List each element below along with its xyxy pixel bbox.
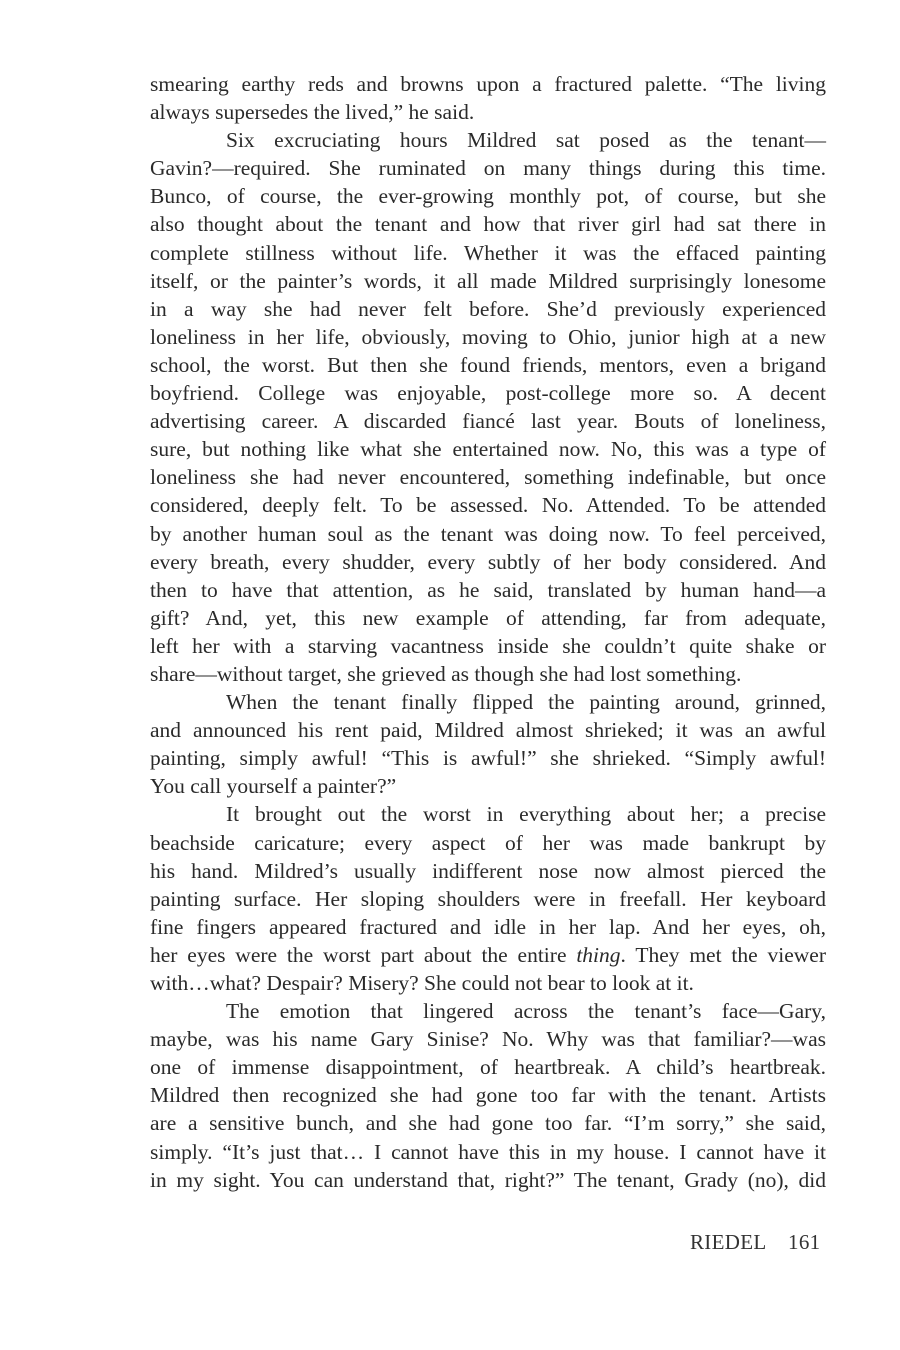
text-line: with…what? Despair? Misery? She could not bear to look at it. (150, 971, 694, 995)
text-line: share—without target, she grieved as though she had lost something. (150, 661, 742, 686)
text-line: It brought out the worst in everything about her; a precise (226, 802, 826, 827)
text-line: in a way she had never felt before. She’d previously experienced (150, 296, 826, 321)
text-line: The emotion that lingered across the tenant’s face—Gary, (226, 999, 826, 1024)
text-line: Mildred then recognized she had gone too far with the tenant. Artists (150, 1083, 826, 1108)
running-footer (690, 1230, 820, 1255)
text-line: Bunco, of course, the ever-growing monthly pot, of course, but she (150, 184, 826, 209)
text-line: loneliness in her life, obviously, moving to Ohio, junior high at a new (150, 324, 826, 349)
text-line: smearing earthy reds and browns upon a fractured palette. “The living (150, 72, 826, 96)
text-line: fine fingers appeared fractured and idle in her lap. And her eyes, oh, (150, 914, 826, 939)
text-line: loneliness she had never encountered, something indefinable, but once (150, 465, 826, 490)
text-line: sure, but nothing like what she entertained now. No, this was a type of (150, 437, 826, 462)
footer-author: RIEDEL (690, 1230, 767, 1254)
text-line: one of immense disappointment, of heartbreak. A child’s heartbreak. (150, 1055, 826, 1080)
text-line: gift? And, yet, this new example of attending, far from adequate, (150, 605, 826, 630)
text-line: are a sensitive bunch, and she had gone too far. “I’m sorry,” she said, (150, 1111, 826, 1136)
text-line: by another human soul as the tenant was doing now. To feel perceived, (150, 521, 826, 546)
text-line: You call yourself a painter?” (150, 774, 397, 799)
text-segment: . They met the viewer (620, 942, 826, 967)
text-line: then to have that attention, as he said, translated by human hand—a (150, 577, 826, 602)
text-line: maybe, was his name Gary Sinise? No. Why was that familiar?—was (150, 1027, 826, 1052)
text-line: every breath, every shudder, every subtly of her body considered. And (150, 549, 826, 574)
text-line: in my sight. You can understand that, right?” The tenant, Grady (no), did (150, 1167, 826, 1192)
text-line: always supersedes the lived,” he said. (150, 100, 475, 125)
text-line: also thought about the tenant and how that river girl had sat there in (150, 212, 826, 237)
text-line: When the tenant finally flipped the painting around, grinned, (226, 690, 826, 715)
text-line: advertising career. A discarded fiancé last year. Bouts of loneliness, (150, 409, 826, 434)
text-line: painting, simply awful! “This is awful!” she shrieked. “Simply awful! (150, 746, 826, 771)
page-number: 161 (788, 1230, 821, 1254)
text-line: and announced his rent paid, Mildred almost shrieked; it was an awful (150, 718, 826, 743)
text-line: simply. “It’s just that… I cannot have this in my house. I cannot have it (150, 1139, 826, 1164)
text-line: school, the worst. But then she found friends, mentors, even a brigand (150, 352, 826, 377)
text-line: beachside caricature; every aspect of her was made bankrupt by (150, 830, 826, 855)
text-line: complete stillness without life. Whether it was the effaced painting (150, 240, 826, 265)
text-line: itself, or the painter’s words, it all made Mildred surprisingly lonesome (150, 268, 826, 293)
italic-word: thing (576, 942, 621, 967)
text-line: his hand. Mildred’s usually indifferent nose now almost pierced the (150, 858, 826, 883)
text-line: considered, deeply felt. To be assessed. No. Attended. To be attended (150, 493, 826, 518)
text-line: left her with a starving vacantness inside she couldn’t quite shake or (150, 633, 826, 658)
text-line: Gavin?—required. She ruminated on many things during this time. (150, 156, 826, 181)
text-line: boyfriend. College was enjoyable, post-college more so. A decent (150, 381, 826, 406)
text-line: painting surface. Her sloping shoulders were in freefall. Her keyboard (150, 886, 826, 911)
text-line: Six excruciating hours Mildred sat posed as the tenant— (226, 128, 826, 153)
body-text (150, 70, 826, 1194)
text-line (150, 941, 826, 969)
text-segment: her eyes were the worst part about the entire (150, 942, 577, 967)
